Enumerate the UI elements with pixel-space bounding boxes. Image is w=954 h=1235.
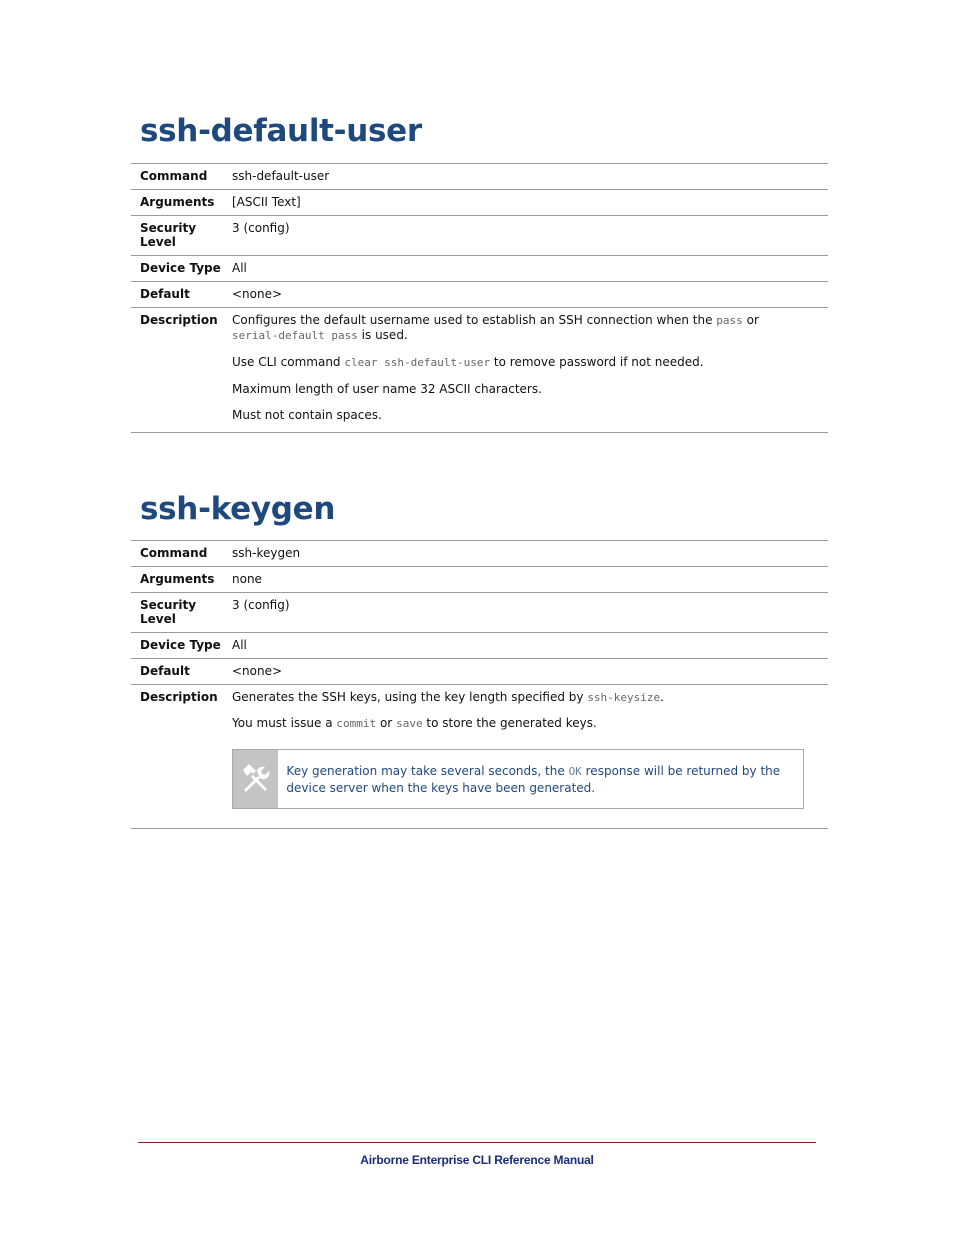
row-label: Default: [131, 282, 232, 308]
row-label: Description: [131, 308, 232, 433]
code: clear ssh-default-user: [344, 356, 491, 369]
note-text: [278, 750, 803, 808]
code: OK: [568, 765, 582, 778]
tools-icon: [239, 763, 273, 795]
row-label: Device Type: [131, 256, 232, 282]
note-icon-box: [233, 750, 278, 808]
row-label: Arguments: [131, 190, 232, 216]
footer-rule: [138, 1142, 816, 1143]
table-row: [131, 593, 828, 633]
row-value: ssh-default-user: [232, 164, 828, 190]
text: You must issue a: [232, 716, 333, 730]
row-value: <none>: [232, 282, 828, 308]
command-table: [131, 163, 828, 433]
code: commit: [336, 717, 377, 730]
row-label: Command: [131, 164, 232, 190]
section-ssh-keygen: [131, 486, 828, 829]
text: Generates the SSH keys, using the key length specified by: [232, 690, 584, 704]
row-label: Default: [131, 659, 232, 685]
row-value: 3 (config): [232, 593, 828, 633]
row-label: Command: [131, 541, 232, 567]
row-label-line: Security: [140, 221, 197, 235]
row-value: [ASCII Text]: [232, 190, 828, 216]
code: pass: [716, 314, 743, 327]
table-row: [131, 282, 828, 308]
row-label-line: Security: [140, 598, 197, 612]
row-value: All: [232, 633, 828, 659]
row-value: [232, 685, 828, 829]
section-title: ssh-default-user: [140, 113, 422, 149]
text: Configures the default username used to establish an SSH connection when the: [232, 313, 713, 327]
description-paragraph: [232, 716, 808, 731]
row-label-line: Level: [140, 612, 176, 626]
row-label: Description: [131, 685, 232, 829]
description-paragraph: Must not contain spaces.: [232, 408, 382, 422]
command-table: [131, 540, 828, 829]
text: response will be returned by the device server when the keys have been generated.: [286, 764, 781, 795]
text: or: [746, 313, 759, 327]
table-row: [131, 190, 828, 216]
description-paragraph: [232, 313, 808, 343]
table-row: [131, 216, 828, 256]
row-value: ssh-keygen: [232, 541, 828, 567]
code: serial-default pass: [232, 329, 358, 342]
text: to store the generated keys.: [426, 716, 597, 730]
text: Key generation may take several seconds, the: [286, 764, 565, 778]
code: ssh-keysize: [587, 691, 661, 704]
table-row: [131, 633, 828, 659]
row-value: 3 (config): [232, 216, 828, 256]
row-label: [131, 216, 232, 256]
text: is used.: [361, 328, 408, 342]
description-paragraph: Maximum length of user name 32 ASCII characters.: [232, 382, 542, 396]
footer-title: Airborne Enterprise CLI Reference Manual: [360, 1153, 594, 1167]
row-label: Arguments: [131, 567, 232, 593]
section-title: ssh-keygen: [140, 491, 336, 527]
table-row: [131, 567, 828, 593]
note-box: [232, 749, 804, 809]
code: save: [396, 717, 423, 730]
table-row: [131, 256, 828, 282]
text: to remove password if not needed.: [493, 355, 704, 369]
row-value: [232, 308, 828, 433]
description-paragraph: [232, 690, 808, 705]
row-label-line: Level: [140, 235, 176, 249]
text: Use CLI command: [232, 355, 341, 369]
section-ssh-default-user: [131, 108, 828, 433]
row-label: Device Type: [131, 633, 232, 659]
table-row: [131, 659, 828, 685]
text: .: [660, 690, 664, 704]
row-value: All: [232, 256, 828, 282]
row-label: [131, 593, 232, 633]
table-row: [131, 164, 828, 190]
description-paragraph: [232, 355, 808, 370]
row-value: none: [232, 567, 828, 593]
table-row: [131, 541, 828, 567]
text: or: [379, 716, 393, 730]
table-row: [131, 308, 828, 433]
table-row: [131, 685, 828, 829]
row-value: <none>: [232, 659, 828, 685]
